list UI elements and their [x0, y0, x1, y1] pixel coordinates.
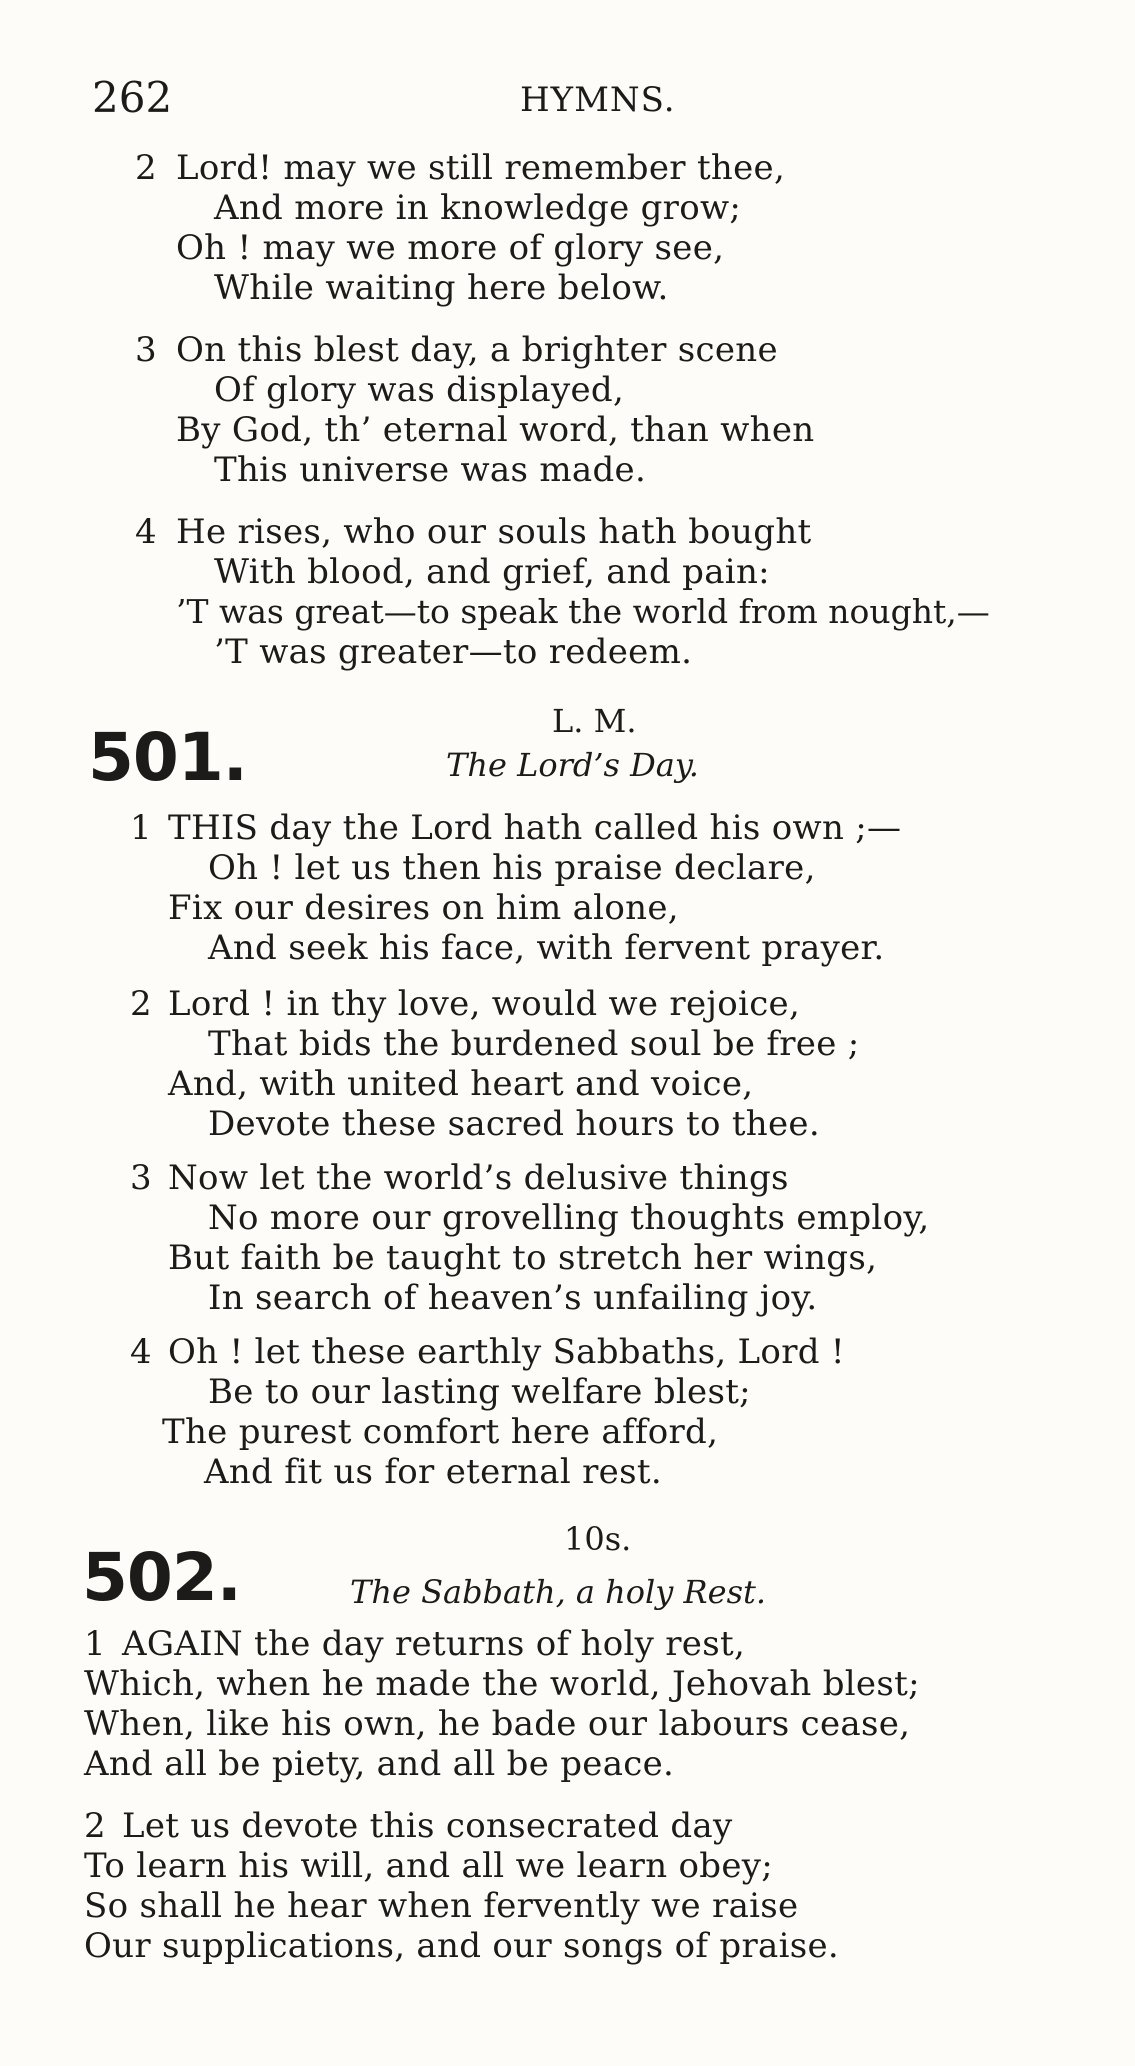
verse-line: Of glory was displayed, [214, 370, 625, 410]
verse-line: While waiting here below. [214, 268, 669, 308]
verse-line: Devote these sacred hours to thee. [208, 1104, 820, 1144]
verse-line: And more in knowledge grow; [214, 188, 742, 228]
verse-line: Be to our lasting welfare blest; [208, 1372, 751, 1412]
verse-line: AGAIN the day returns of holy rest, [122, 1624, 746, 1664]
stanza-number: 2 [135, 148, 157, 188]
verse-line: Which, when he made the world, Jehovah blest; [84, 1664, 920, 1704]
hymn-title: The Lord’s Day. [446, 746, 699, 784]
verse-line: ’T was greater—to redeem. [214, 632, 693, 672]
running-title: HYMNS. [520, 80, 676, 120]
verse-line: Now let the world’s delusive things [168, 1158, 789, 1198]
verse-line: This universe was made. [214, 450, 647, 490]
verse-line: Lord ! in thy love, would we rejoice, [168, 984, 801, 1024]
stanza-number: 3 [135, 330, 157, 370]
verse-line: THIS day the Lord hath called his own ;— [168, 808, 902, 848]
stanza-number: 4 [135, 512, 157, 552]
stanza-number: 1 [130, 808, 152, 848]
hymn-title: The Sabbath, a holy Rest. [350, 1573, 767, 1611]
verse-line: Oh ! may we more of glory see, [176, 228, 725, 268]
verse-line: Let us devote this consecrated day [122, 1806, 733, 1846]
verse-line: The purest comfort here afford, [162, 1412, 719, 1452]
verse-line: By God, th’ eternal word, than when [176, 410, 815, 450]
verse-line: Lord! may we still remember thee, [176, 148, 786, 188]
verse-line: That bids the burdened soul be free ; [208, 1024, 860, 1064]
verse-line: Our supplications, and our songs of praise. [84, 1926, 840, 1966]
verse-line: And seek his face, with fervent prayer. [208, 928, 885, 968]
hymn-meter: L. M. [552, 702, 637, 740]
verse-line: No more our grovelling thoughts employ, [208, 1198, 930, 1238]
verse-line: And, with united heart and voice, [168, 1064, 754, 1104]
page-number: 262 [92, 73, 173, 122]
verse-line: So shall he hear when fervently we raise [84, 1886, 799, 1926]
verse-line: With blood, and grief, and pain: [214, 552, 770, 592]
verse-line: Oh ! let these earthly Sabbaths, Lord ! [168, 1332, 845, 1372]
verse-line: ’T was great—to speak the world from nought,— [176, 592, 990, 631]
verse-line: And fit us for eternal rest. [204, 1452, 662, 1492]
verse-line: On this blest day, a brighter scene [176, 330, 778, 370]
verse-line: But faith be taught to stretch her wings, [168, 1238, 878, 1278]
hymn-number: 501. [88, 719, 247, 796]
verse-line: In search of heaven’s unfailing joy. [208, 1278, 818, 1318]
stanza-number: 1 [84, 1624, 106, 1664]
verse-line: When, like his own, he bade our labours cease, [84, 1704, 911, 1744]
hymn-meter: 10s. [564, 1520, 632, 1558]
verse-line: Oh ! let us then his praise declare, [208, 848, 816, 888]
hymn-number: 502. [82, 1539, 241, 1616]
stanza-number: 2 [84, 1806, 106, 1846]
verse-line: Fix our desires on him alone, [168, 888, 679, 928]
verse-line: To learn his will, and all we learn obey; [84, 1846, 774, 1886]
verse-line: And all be piety, and all be peace. [84, 1744, 675, 1784]
stanza-number: 3 [130, 1158, 152, 1198]
verse-line: He rises, who our souls hath bought [176, 512, 812, 552]
stanza-number: 2 [130, 984, 152, 1024]
stanza-number: 4 [130, 1332, 152, 1372]
